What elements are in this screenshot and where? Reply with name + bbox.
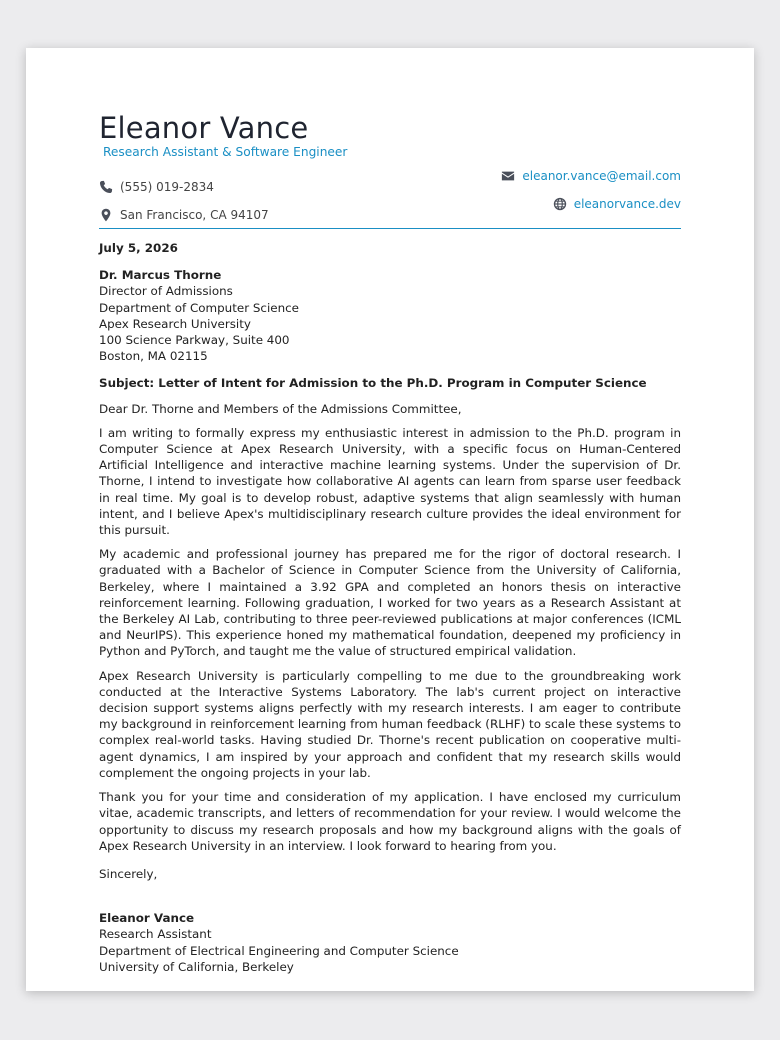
email-link[interactable]: eleanor.vance@email.com	[522, 169, 681, 183]
letter-subject: Subject: Letter of Intent for Admission to the Ph.D. Program in Computer Science	[99, 376, 647, 391]
signature-name: Eleanor Vance	[99, 911, 195, 926]
sender-role: Research Assistant & Software Engineer	[103, 145, 348, 159]
sender-name: Eleanor Vance	[99, 111, 309, 145]
paragraph-fit: Apex Research University is particularly compelling to me due to the groundbreaking work conducted at the Interactive Systems Laboratory. The lab's current project on interactive decision support systems aligns perfectly with my research interests. I am eager to contribute my background in reinforcement learning from human feedback (RLHF) to scale these systems to complex real-world tasks. Having studied Dr. Thorne's recent publication on cooperative multi-agent dynamics, I am inspired by your approach and confident that my research skills would complement the ongoing projects in your lab.	[99, 668, 681, 780]
location-contact	[99, 208, 269, 222]
recipient-block	[99, 267, 681, 364]
recipient-institution: Apex Research University	[99, 316, 251, 331]
signature-block	[99, 910, 681, 975]
globe-icon	[553, 197, 567, 211]
recipient-department: Department of Computer Science	[99, 300, 299, 315]
recipient-title: Director of Admissions	[99, 284, 233, 299]
recipient-street: 100 Science Parkway, Suite 400	[99, 333, 290, 348]
website-link[interactable]: eleanorvance.dev	[573, 197, 681, 211]
letter-body	[99, 240, 681, 975]
paragraph-intro: I am writing to formally express my enthusiastic interest in admission to the Ph.D. program in Computer Science at Apex Research University, with a specific focus on Human-Centered Artificial Intelligence and interactive machine learning systems. Under the supervision of Dr. Thorne, I intend to investigate how collaborative AI agents can learn from sparse user feedback in real time. My goal is to develop robust, adaptive systems that align seamlessly with human intent, and I believe Apex's multidisciplinary research culture provides the ideal environment for this pursuit.	[99, 425, 681, 538]
location-pin-icon	[99, 208, 113, 222]
letter-page	[26, 48, 754, 991]
email-contact[interactable]	[501, 169, 681, 183]
paragraph-background: My academic and professional journey has prepared me for the rigor of doctoral research. I graduated with a Bachelor of Science in Computer Science from the University of California, Berkeley, where I maintained a 3.92 GPA and completed an honors thesis on interactive reinforcement learning. Following graduation, I worked for two years as a Research Assistant at the Berkeley AI Lab, contributing to three peer-reviewed publications at major conferences (ICML and NeurIPS). This experience honed my mathematical foundation, deepened my proficiency in Python and PyTorch, and taught me the value of structured empirical validation.	[99, 547, 681, 659]
website-contact[interactable]	[553, 197, 681, 211]
location-text: San Francisco, CA 94107	[120, 208, 269, 222]
paragraph-closing: Thank you for your time and consideration of my application. I have enclosed my curriculum vitae, academic transcripts, and letters of recommendation for your review. I would welcome the opportunity to discuss my research proposals and how my background aligns with the goals of Apex Research University in an interview. I look forward to hearing from you.	[99, 790, 681, 853]
header-divider	[99, 228, 681, 229]
signature-title: Research Assistant	[99, 927, 212, 942]
letter-salutation: Dear Dr. Thorne and Members of the Admissions Committee,	[99, 401, 462, 416]
signature-department: Department of Electrical Engineering and Computer Science	[99, 943, 459, 958]
phone-number: (555) 019-2834	[120, 180, 214, 194]
letter-closing: Sincerely,	[99, 866, 158, 881]
signature-institution: University of California, Berkeley	[99, 959, 294, 974]
phone-contact	[99, 180, 214, 194]
letter-date: July 5, 2026	[99, 241, 178, 255]
envelope-icon	[501, 169, 515, 183]
recipient-city: Boston, MA 02115	[99, 349, 208, 364]
phone-icon	[99, 180, 113, 194]
recipient-name: Dr. Marcus Thorne	[99, 268, 222, 283]
